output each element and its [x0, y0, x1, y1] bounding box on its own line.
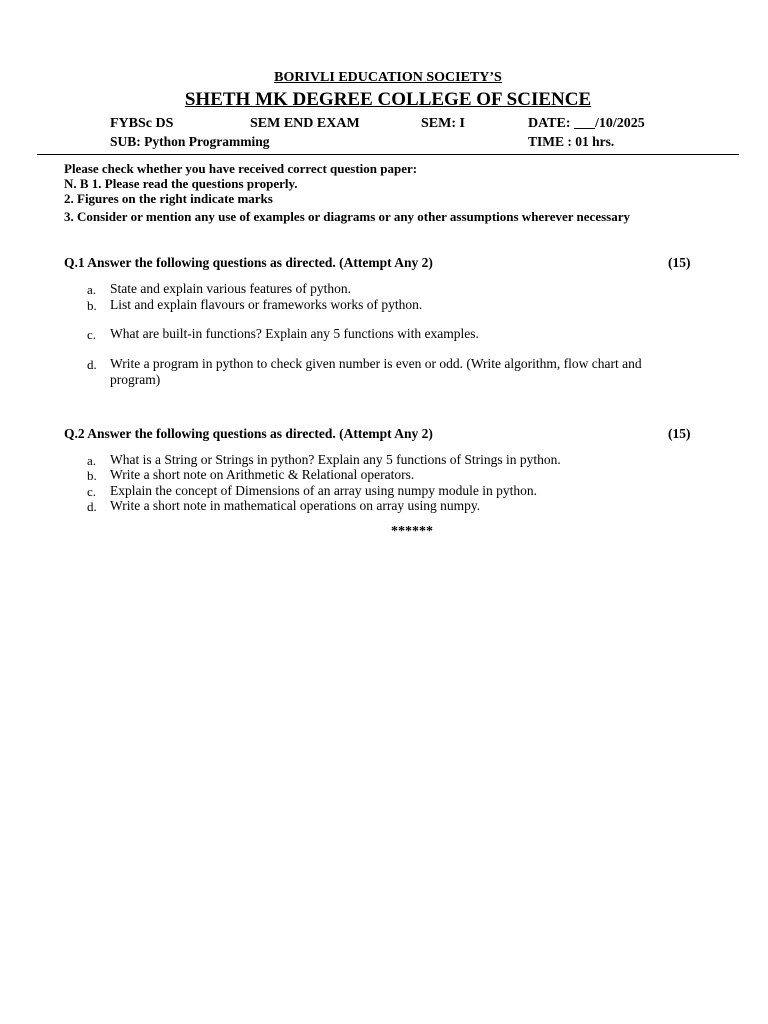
question-item: Write a short note on Arithmetic & Relational operators.: [110, 467, 415, 482]
college-name: SHETH MK DEGREE COLLEGE OF SCIENCE: [184, 89, 592, 110]
question-item: What are built-in functions? Explain any 5 functions with examples.: [110, 326, 479, 341]
item-label: b.: [87, 468, 97, 483]
instruction-line: Please check whether you have received correct question paper:: [64, 161, 418, 176]
exam-label: SEM END EXAM: [250, 116, 360, 131]
question-heading: Q.2 Answer the following questions as directed. (Attempt Any 2): [64, 426, 433, 441]
question-item: List and explain flavours or frameworks works of python.: [110, 297, 423, 312]
instruction-line: N. B 1. Please read the questions properly.: [64, 176, 298, 191]
question-item: Write a program in python to check given number is even or odd. (Write algorithm, flow chart and program): [110, 356, 642, 387]
question-item: Write a short note in mathematical operations on array using numpy.: [110, 498, 481, 513]
header-divider: [37, 154, 739, 155]
question-marks: (15): [668, 426, 691, 441]
instruction-line: 3. Consider or mention any use of examples or diagrams or any other assumptions wherever necessary: [64, 209, 630, 224]
sem-label: SEM: I: [421, 116, 465, 131]
item-label: b.: [87, 298, 97, 313]
question-item: State and explain various features of python.: [110, 281, 352, 296]
question-heading: Q.1 Answer the following questions as directed. (Attempt Any 2): [64, 255, 433, 270]
instruction-line: 2. Figures on the right indicate marks: [64, 191, 273, 206]
question-item: What is a String or Strings in python? Explain any 5 functions of Strings in python.: [110, 452, 561, 467]
item-label: c.: [87, 484, 97, 499]
item-label: d.: [87, 499, 97, 514]
society-name: BORIVLI EDUCATION SOCIETY’S: [274, 70, 502, 85]
end-of-paper-mark: ******: [391, 524, 433, 539]
item-label: c.: [87, 327, 97, 342]
question-marks: (15): [668, 255, 691, 270]
item-label: a.: [87, 453, 97, 468]
date-label: DATE: ___/10/2025: [528, 116, 645, 131]
question-item: Explain the concept of Dimensions of an array using numpy module in python.: [110, 483, 538, 498]
class-label: FYBSc DS: [110, 116, 174, 131]
item-label: a.: [87, 282, 97, 297]
time-label: TIME : 01 hrs.: [528, 134, 615, 149]
item-label: d.: [87, 357, 97, 372]
subject-label: SUB: Python Programming: [110, 134, 270, 149]
